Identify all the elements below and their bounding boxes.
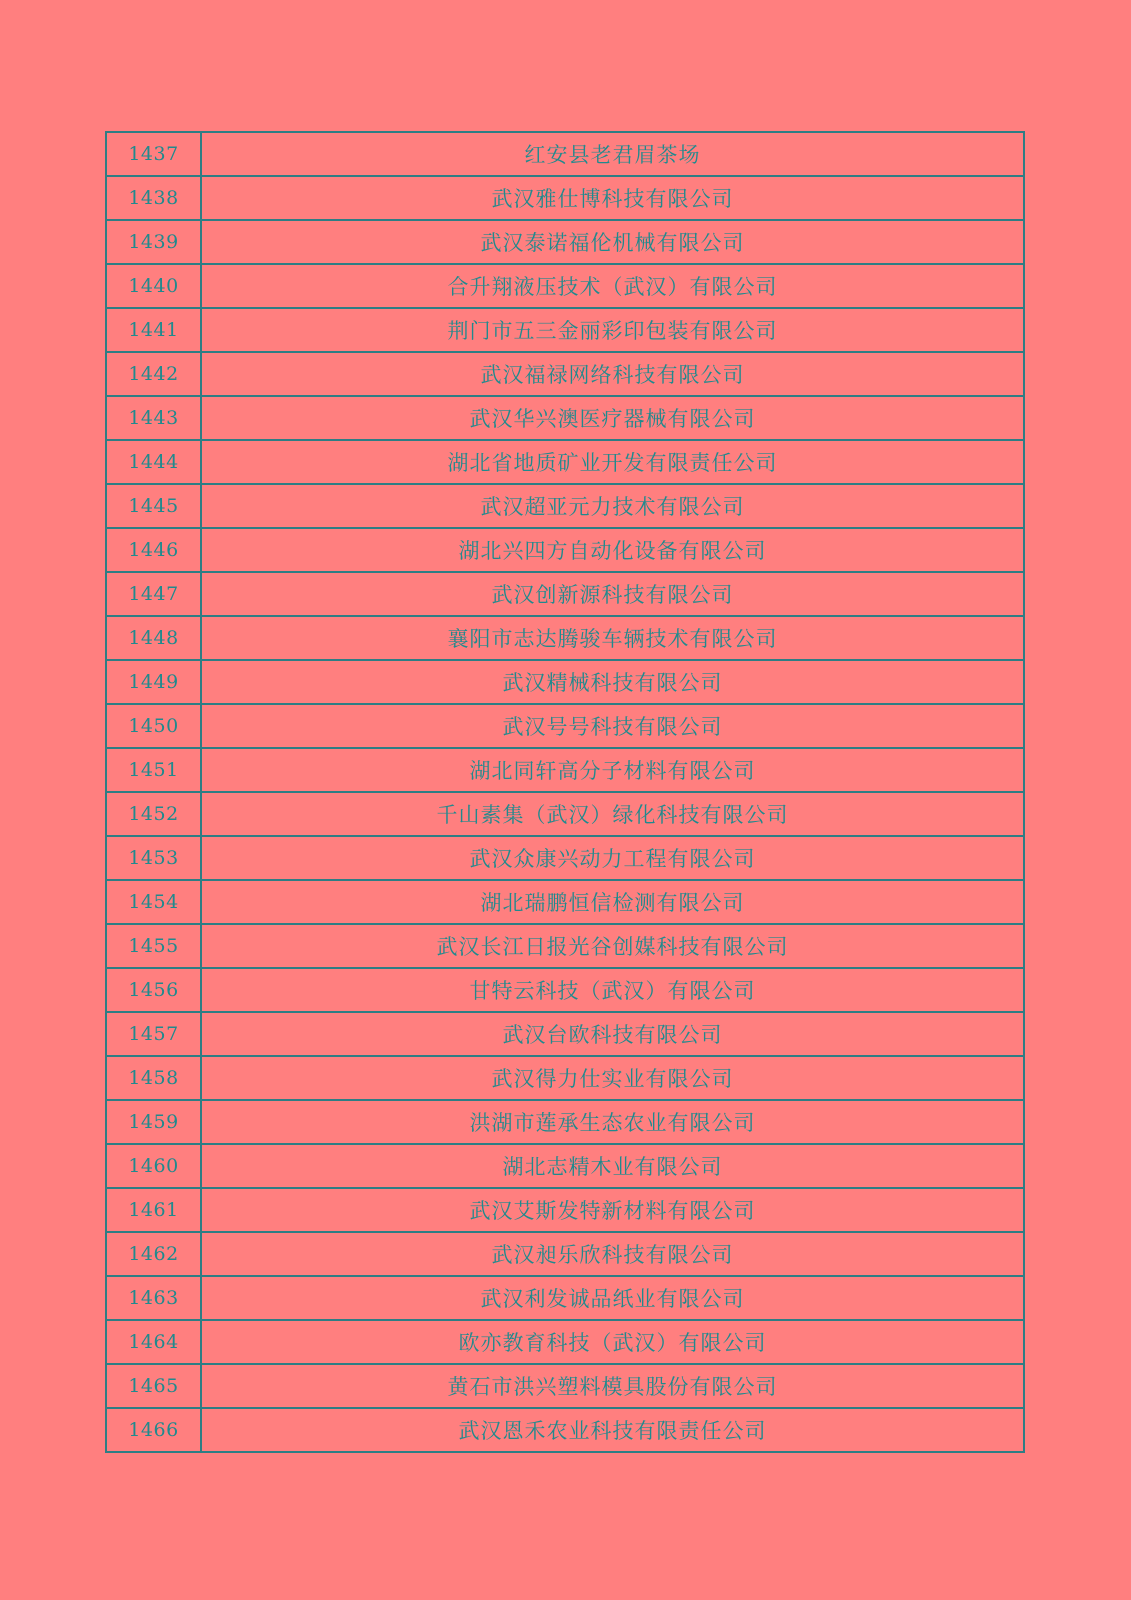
- row-number: 1461: [106, 1188, 201, 1232]
- company-name: 合升翔液压技术（武汉）有限公司: [201, 264, 1024, 308]
- company-name: 湖北志精木业有限公司: [201, 1144, 1024, 1188]
- company-name: 武汉得力仕实业有限公司: [201, 1056, 1024, 1100]
- company-name: 襄阳市志达腾骏车辆技术有限公司: [201, 616, 1024, 660]
- table-row: [106, 1320, 1024, 1364]
- table-row: [106, 880, 1024, 924]
- table-row: [106, 308, 1024, 352]
- table-row: [106, 836, 1024, 880]
- company-name: 欧亦教育科技（武汉）有限公司: [201, 1320, 1024, 1364]
- table-row: [106, 1276, 1024, 1320]
- row-number: 1462: [106, 1232, 201, 1276]
- table-row: [106, 1232, 1024, 1276]
- company-name: 甘特云科技（武汉）有限公司: [201, 968, 1024, 1012]
- table-row: [106, 572, 1024, 616]
- company-name: 湖北瑞鹏恒信检测有限公司: [201, 880, 1024, 924]
- table-row: [106, 484, 1024, 528]
- table-row: [106, 220, 1024, 264]
- company-name: 湖北省地质矿业开发有限责任公司: [201, 440, 1024, 484]
- table-row: [106, 440, 1024, 484]
- row-number: 1452: [106, 792, 201, 836]
- row-number: 1441: [106, 308, 201, 352]
- row-number: 1458: [106, 1056, 201, 1100]
- table-row: [106, 1012, 1024, 1056]
- row-number: 1454: [106, 880, 201, 924]
- company-name: 武汉华兴澳医疗器械有限公司: [201, 396, 1024, 440]
- table-row: [106, 1408, 1024, 1452]
- row-number: 1438: [106, 176, 201, 220]
- table-row: [106, 264, 1024, 308]
- row-number: 1449: [106, 660, 201, 704]
- row-number: 1447: [106, 572, 201, 616]
- row-number: 1451: [106, 748, 201, 792]
- company-name: 武汉创新源科技有限公司: [201, 572, 1024, 616]
- row-number: 1446: [106, 528, 201, 572]
- table-row: [106, 616, 1024, 660]
- row-number: 1437: [106, 132, 201, 176]
- company-name: 武汉精械科技有限公司: [201, 660, 1024, 704]
- table-row: [106, 924, 1024, 968]
- company-name: 洪湖市莲承生态农业有限公司: [201, 1100, 1024, 1144]
- row-number: 1455: [106, 924, 201, 968]
- company-name: 湖北同轩高分子材料有限公司: [201, 748, 1024, 792]
- table-row: [106, 748, 1024, 792]
- row-number: 1450: [106, 704, 201, 748]
- row-number: 1456: [106, 968, 201, 1012]
- row-number: 1465: [106, 1364, 201, 1408]
- company-name: 武汉泰诺福伦机械有限公司: [201, 220, 1024, 264]
- company-name: 武汉长江日报光谷创媒科技有限公司: [201, 924, 1024, 968]
- company-name: 荆门市五三金丽彩印包装有限公司: [201, 308, 1024, 352]
- table-row: [106, 352, 1024, 396]
- company-name: 黄石市洪兴塑料模具股份有限公司: [201, 1364, 1024, 1408]
- company-name: 武汉福禄网络科技有限公司: [201, 352, 1024, 396]
- table-body: [106, 132, 1024, 1452]
- table-row: [106, 1188, 1024, 1232]
- table-row: [106, 660, 1024, 704]
- company-name: 武汉艾斯发特新材料有限公司: [201, 1188, 1024, 1232]
- table-row: [106, 704, 1024, 748]
- table-row: [106, 792, 1024, 836]
- table-row: [106, 528, 1024, 572]
- company-name: 武汉利发诚品纸业有限公司: [201, 1276, 1024, 1320]
- table-row: [106, 1364, 1024, 1408]
- company-name: 武汉台欧科技有限公司: [201, 1012, 1024, 1056]
- row-number: 1464: [106, 1320, 201, 1364]
- row-number: 1440: [106, 264, 201, 308]
- row-number: 1439: [106, 220, 201, 264]
- company-list-table: [105, 131, 1025, 1453]
- table-row: [106, 1056, 1024, 1100]
- company-name: 武汉雅仕博科技有限公司: [201, 176, 1024, 220]
- row-number: 1443: [106, 396, 201, 440]
- row-number: 1448: [106, 616, 201, 660]
- row-number: 1459: [106, 1100, 201, 1144]
- company-name: 湖北兴四方自动化设备有限公司: [201, 528, 1024, 572]
- company-name: 红安县老君眉茶场: [201, 132, 1024, 176]
- row-number: 1444: [106, 440, 201, 484]
- row-number: 1463: [106, 1276, 201, 1320]
- table-row: [106, 396, 1024, 440]
- table-row: [106, 132, 1024, 176]
- row-number: 1466: [106, 1408, 201, 1452]
- company-name: 武汉昶乐欣科技有限公司: [201, 1232, 1024, 1276]
- row-number: 1460: [106, 1144, 201, 1188]
- row-number: 1453: [106, 836, 201, 880]
- company-name: 武汉恩禾农业科技有限责任公司: [201, 1408, 1024, 1452]
- table-row: [106, 176, 1024, 220]
- table-row: [106, 1144, 1024, 1188]
- company-name: 武汉号号科技有限公司: [201, 704, 1024, 748]
- company-name: 武汉超亚元力技术有限公司: [201, 484, 1024, 528]
- row-number: 1442: [106, 352, 201, 396]
- company-name: 千山素集（武汉）绿化科技有限公司: [201, 792, 1024, 836]
- company-name: 武汉众康兴动力工程有限公司: [201, 836, 1024, 880]
- row-number: 1457: [106, 1012, 201, 1056]
- table-row: [106, 1100, 1024, 1144]
- row-number: 1445: [106, 484, 201, 528]
- table-row: [106, 968, 1024, 1012]
